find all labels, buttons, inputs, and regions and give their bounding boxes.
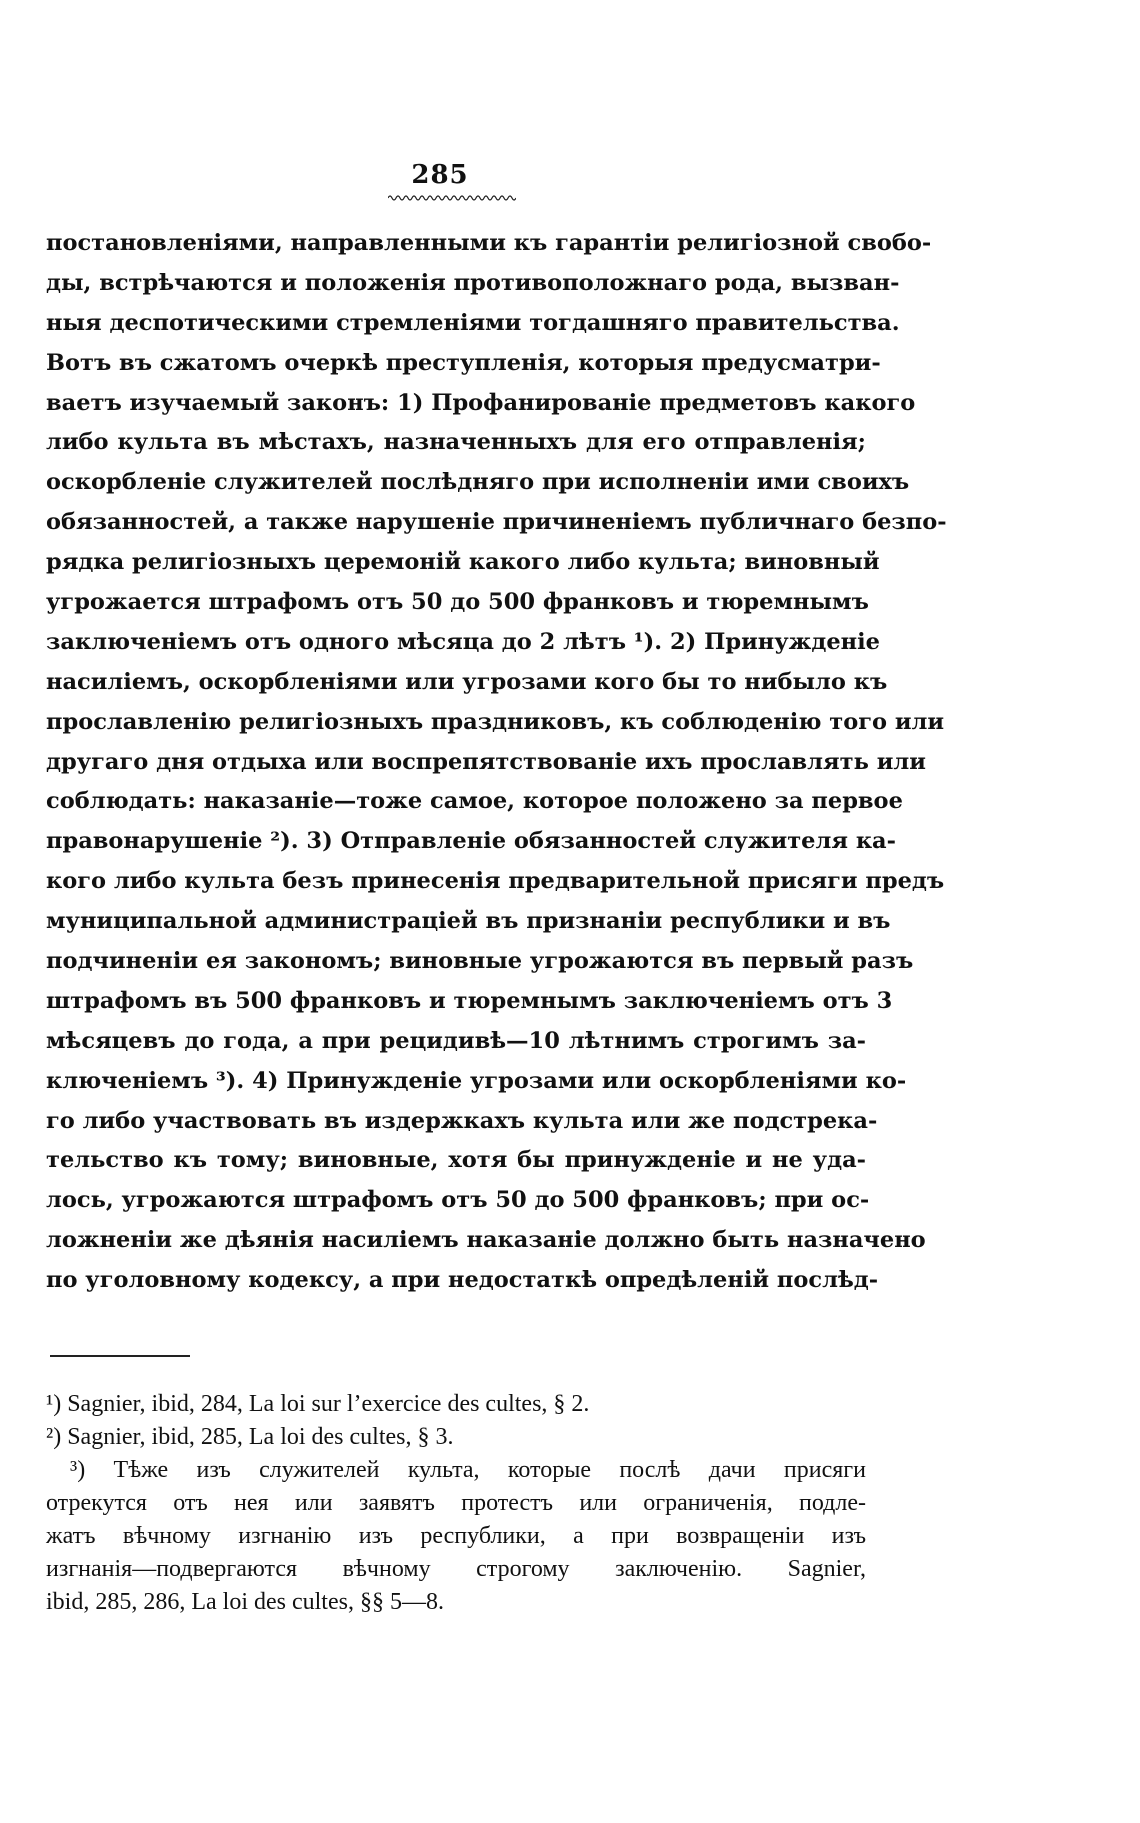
text-line: оскорбленіе служителей послѣдняго при исполненіи ими своихъ — [46, 469, 910, 496]
text-line: го либо участвовать въ издержкахъ культа или же подстрека- — [46, 1107, 878, 1134]
footnote-separator — [50, 1355, 190, 1357]
main-text-block — [46, 224, 947, 1301]
text-line: другаго дня отдыха или воспрепятствованіе ихъ прославлять или — [46, 748, 926, 775]
footnote-3-line: отрекутся отъ нея или заявятъ протестъ или ограниченія, подле- — [46, 1490, 866, 1516]
text-line: обязанностей, а также нарушеніе причиненіемъ публичнаго безпо- — [46, 509, 947, 536]
text-line: ваетъ изучаемый законъ: 1) Профанированіе предметовъ какого — [46, 389, 916, 416]
text-line: ды, встрѣчаются и положенія противоположнаго рода, вызван- — [46, 269, 900, 296]
text-line: ложненіи же дѣянія насиліемъ наказаніе должно быть назначено — [46, 1227, 926, 1254]
text-line: кого либо культа безъ принесенія предварительной присяги предъ — [46, 868, 945, 895]
text-line: по уголовному кодексу, а при недостаткѣ опредѣленій послѣд- — [46, 1267, 879, 1294]
footnote-3-line: ³) Тѣже изъ служителей культа, которые послѣ дачи присяги — [70, 1457, 866, 1483]
footnotes-block — [46, 1388, 866, 1619]
text-line: рядка религіозныхъ церемоній какого либо культа; виновный — [46, 549, 880, 576]
text-line: постановленіями, направленными къ гарантіи религіозной свобо- — [46, 230, 932, 256]
text-line: правонарушеніе ²). 3) Отправленіе обязанностей служителя ка- — [46, 828, 896, 855]
text-line: подчиненіи ея закономъ; виновные угрожаются въ первый разъ — [46, 948, 914, 975]
footnote-3-line: ibid, 285, 286, La loi des cultes, §§ 5—8. — [46, 1589, 444, 1615]
footnote-1: ¹) Sagnier, ibid, 284, La loi sur l’exercice des cultes, § 2. — [46, 1391, 590, 1417]
footnote-3-line: жатъ вѣчному изгнанію изъ республики, а при возвращеніи изъ — [46, 1523, 866, 1549]
text-line: угрожается штрафомъ отъ 50 до 500 франковъ и тюремнымъ — [46, 589, 869, 616]
text-line: штрафомъ въ 500 франковъ и тюремнымъ заключеніемъ отъ 3 — [46, 987, 893, 1014]
text-line: насиліемъ, оскорбленіями или угрозами кого бы то нибыло къ — [46, 668, 888, 695]
text-line: соблюдать: наказаніе—тоже самое, которое положено за первое — [46, 788, 903, 815]
text-line: либо культа въ мѣстахъ, назначенныхъ для его отправленія; — [46, 429, 866, 456]
text-line: лось, угрожаются штрафомъ отъ 50 до 500 франковъ; при ос- — [46, 1187, 870, 1214]
page-number: 285 — [411, 160, 469, 190]
footnote-2: ²) Sagnier, ibid, 285, La loi des cultes, § 3. — [46, 1424, 454, 1450]
text-line: прославленію религіозныхъ праздниковъ, къ соблюденію того или — [46, 708, 945, 735]
text-line: ныя деспотическими стремленіями тогдашняго правительства. — [46, 309, 900, 336]
text-line: заключеніемъ отъ одного мѣсяца до 2 лѣтъ ¹). 2) Принужденіе — [46, 628, 880, 655]
text-line: Вотъ въ сжатомъ очеркѣ преступленія, которыя предусматри- — [46, 349, 881, 376]
text-line: тельство къ тому; виновные, хотя бы принужденіе и не уда- — [46, 1147, 866, 1174]
page-number-wavy-underline — [388, 194, 516, 202]
text-line: мѣсяцевъ до года, а при рецидивѣ—10 лѣтнимъ строгимъ за- — [46, 1027, 866, 1054]
text-line: ключеніемъ ³). 4) Принужденіе угрозами или оскорбленіями ко- — [46, 1067, 907, 1094]
text-line: муниципальной администраціей въ признаніи республики и въ — [46, 908, 891, 935]
footnote-3-line: изгнанія—подвергаются вѣчному строгому заключенію. Sagnier, — [46, 1556, 866, 1582]
